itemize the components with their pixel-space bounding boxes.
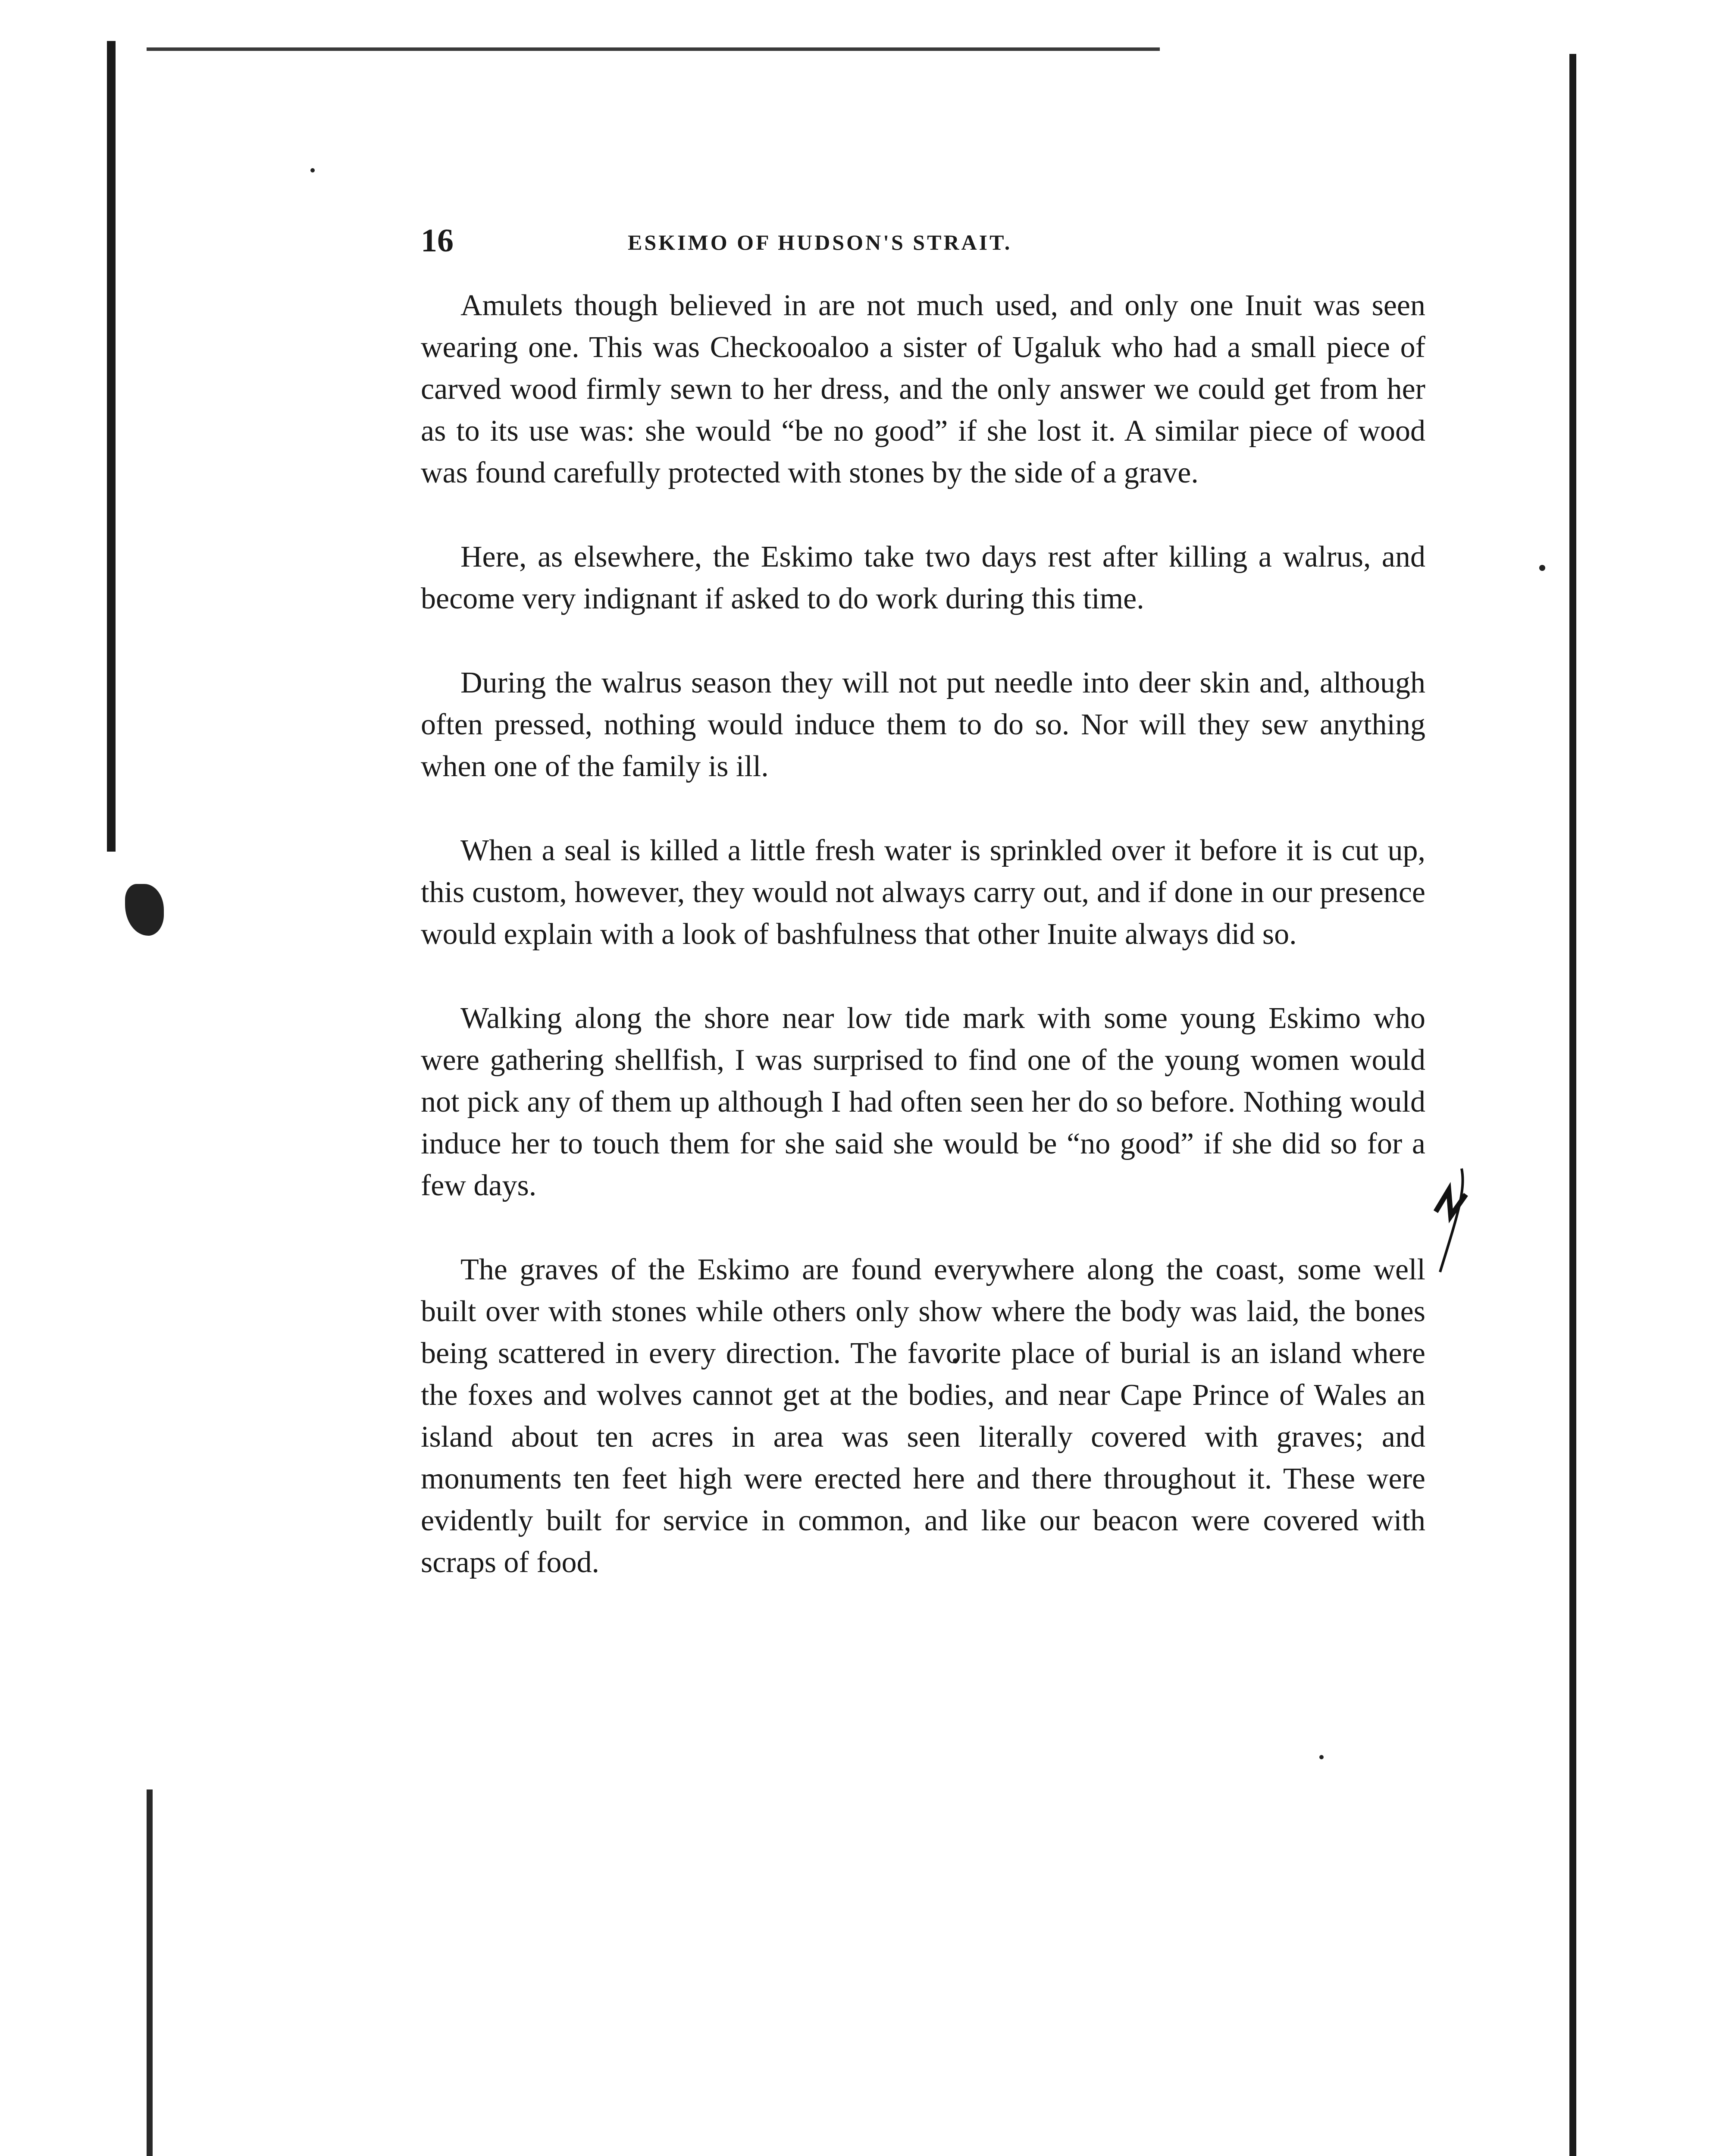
scan-speck <box>1319 1755 1324 1759</box>
scan-border-top <box>147 47 1160 51</box>
paragraph-walrus-rest: Here, as elsewhere, the Eskimo take two days rest after killing a walrus, and become very indignant if asked to do work during this time. <box>421 540 1425 615</box>
scan-border-left <box>107 41 116 852</box>
scan-border-right <box>1569 54 1576 2156</box>
scan-speck <box>1539 565 1545 571</box>
paragraph-amulets: Amulets though believed in are not much used, and only one Inuit was seen wearing one. This was Checkooaloo a sister of Ugaluk who had a small piece of carved wood firmly sewn to her dress, and the only answer we could get from her as to its use was: she would “be no good” if she lost it. A similar piece of wood was found carefully protected with stones by the side of a grave. <box>421 289 1425 489</box>
page-number: 16 <box>421 222 454 259</box>
paragraph-walrus-season: During the walrus season they will not put needle into deer skin and, although often pressed, nothing would induce them to do so. Nor will they sew anything when one of the family is ill. <box>421 666 1425 783</box>
paragraph-shellfish: Walking along the shore near low tide mark with some young Eskimo who were gathering shellfish, I was surprised to find one of the young women would not pick any of them up although I had often seen her do so before. Nothing would induce her to touch them for she said she would be “no good” if she did so for a few days. <box>421 1002 1425 1202</box>
running-head: ESKIMO OF HUDSON'S STRAIT. <box>628 230 1012 254</box>
scan-border-left-lower <box>147 1789 153 2156</box>
paragraph-graves: The graves of the Eskimo are found everywhere along the coast, some well built over with stones while others only show where the body was laid, the bones being scattered in every direction. The favorite place of burial is an island where the foxes and wolves cannot get at the bodies, and near Cape Prince of Wales an island about ten acres in area was seen literally covered with graves; and monuments ten feet high were erected here and there throughout it. These were evidently built for service in common, and like our beacon were covered with scraps of food. <box>421 1253 1425 1579</box>
scan-speck <box>310 168 315 172</box>
scan-blot <box>125 884 164 936</box>
proofreading-mark-icon <box>1431 1164 1479 1276</box>
body-text <box>421 285 1425 1626</box>
paragraph-seal: When a seal is killed a little fresh water is sprinkled over it before it is cut up, this custom, however, they would not always carry out, and if done in our presence would explain with a look of bashfulness that other Inuite always did so. <box>421 834 1425 951</box>
page-header <box>421 219 1425 266</box>
